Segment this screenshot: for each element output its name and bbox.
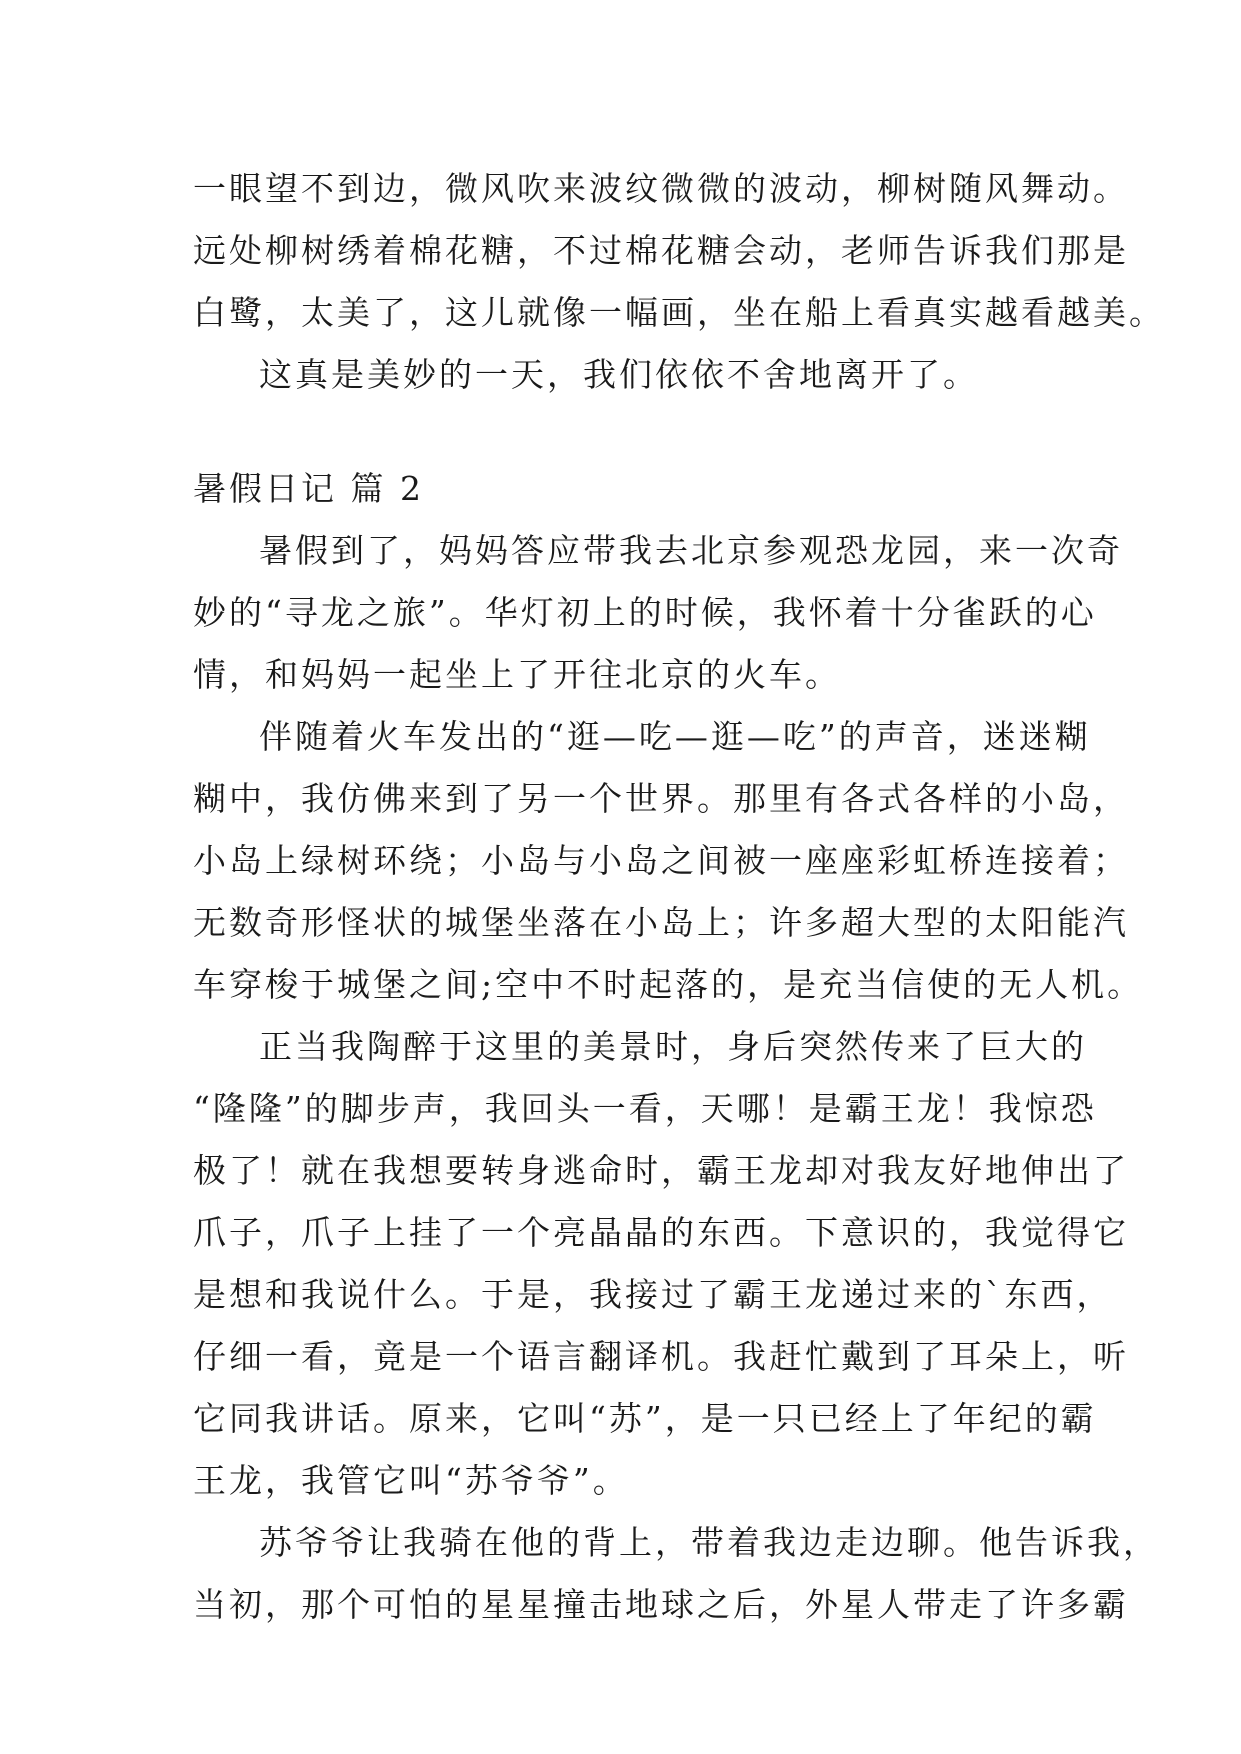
text-line: 伴随着火车发出的“逛—吃—逛—吃”的声音，迷迷糊	[259, 717, 1091, 756]
text-line: 极了！就在我想要转身逃命时，霸王龙却对我友好地伸出了	[193, 1151, 1129, 1190]
document-body	[193, 158, 1165, 1636]
paragraph	[193, 520, 1123, 706]
text-line: 远处柳树绣着棉花糖，不过棉花糖会动，老师告诉我们那是	[193, 231, 1129, 270]
text-line: 糊中，我仿佛来到了另一个世界。那里有各式各样的小岛，	[193, 779, 1129, 818]
paragraph	[193, 706, 1144, 1016]
text-line: 仔细一看，竟是一个语言翻译机。我赶忙戴到了耳朵上，听	[193, 1337, 1129, 1376]
text-line: 当初，那个可怕的星星撞击地球之后，外星人带走了许多霸	[193, 1585, 1129, 1624]
text-line: 它同我讲话。原来，它叫“苏”，是一只已经上了年纪的霸	[193, 1399, 1097, 1438]
paragraph	[193, 1016, 1129, 1512]
text-line: 正当我陶醉于这里的美景时，身后突然传来了巨大的	[259, 1027, 1087, 1066]
text-line: 爪子，爪子上挂了一个亮晶晶的东西。下意识的，我觉得它	[193, 1213, 1129, 1252]
text-line: “隆隆”的脚步声，我回头一看，天哪！是霸王龙！我惊恐	[193, 1089, 1097, 1128]
closing-line: 这真是美妙的一天，我们依依不舍地离开了。	[259, 355, 979, 394]
text-line: 车穿梭于城堡之间;空中不时起落的，是充当信使的无人机。	[193, 965, 1144, 1004]
text-line: 王龙，我管它叫“苏爷爷”。	[193, 1461, 629, 1500]
text-line: 无数奇形怪状的城堡坐落在小岛上；许多超大型的太阳能汽	[193, 903, 1129, 942]
text-line: 白鹭，太美了，这儿就像一幅画，坐在船上看真实越看越美。	[193, 293, 1165, 332]
section-title: 暑假日记 篇 2	[193, 469, 424, 508]
text-line: 暑假到了，妈妈答应带我去北京参观恐龙园，来一次奇	[259, 531, 1123, 570]
text-line: 一眼望不到边，微风吹来波纹微微的波动，柳树随风舞动。	[193, 169, 1129, 208]
text-line: 小岛上绿树环绕；小岛与小岛之间被一座座彩虹桥连接着；	[193, 841, 1129, 880]
text-line: 苏爷爷让我骑在他的背上，带着我边走边聊。他告诉我，	[259, 1523, 1159, 1562]
text-line: 情，和妈妈一起坐上了开往北京的火车。	[193, 655, 841, 694]
text-line: 是想和我说什么。于是，我接过了霸王龙递过来的`东西，	[193, 1275, 1113, 1314]
paragraph	[193, 1512, 1159, 1636]
text-line: 妙的“寻龙之旅”。华灯初上的时候，我怀着十分雀跃的心	[193, 593, 1097, 632]
